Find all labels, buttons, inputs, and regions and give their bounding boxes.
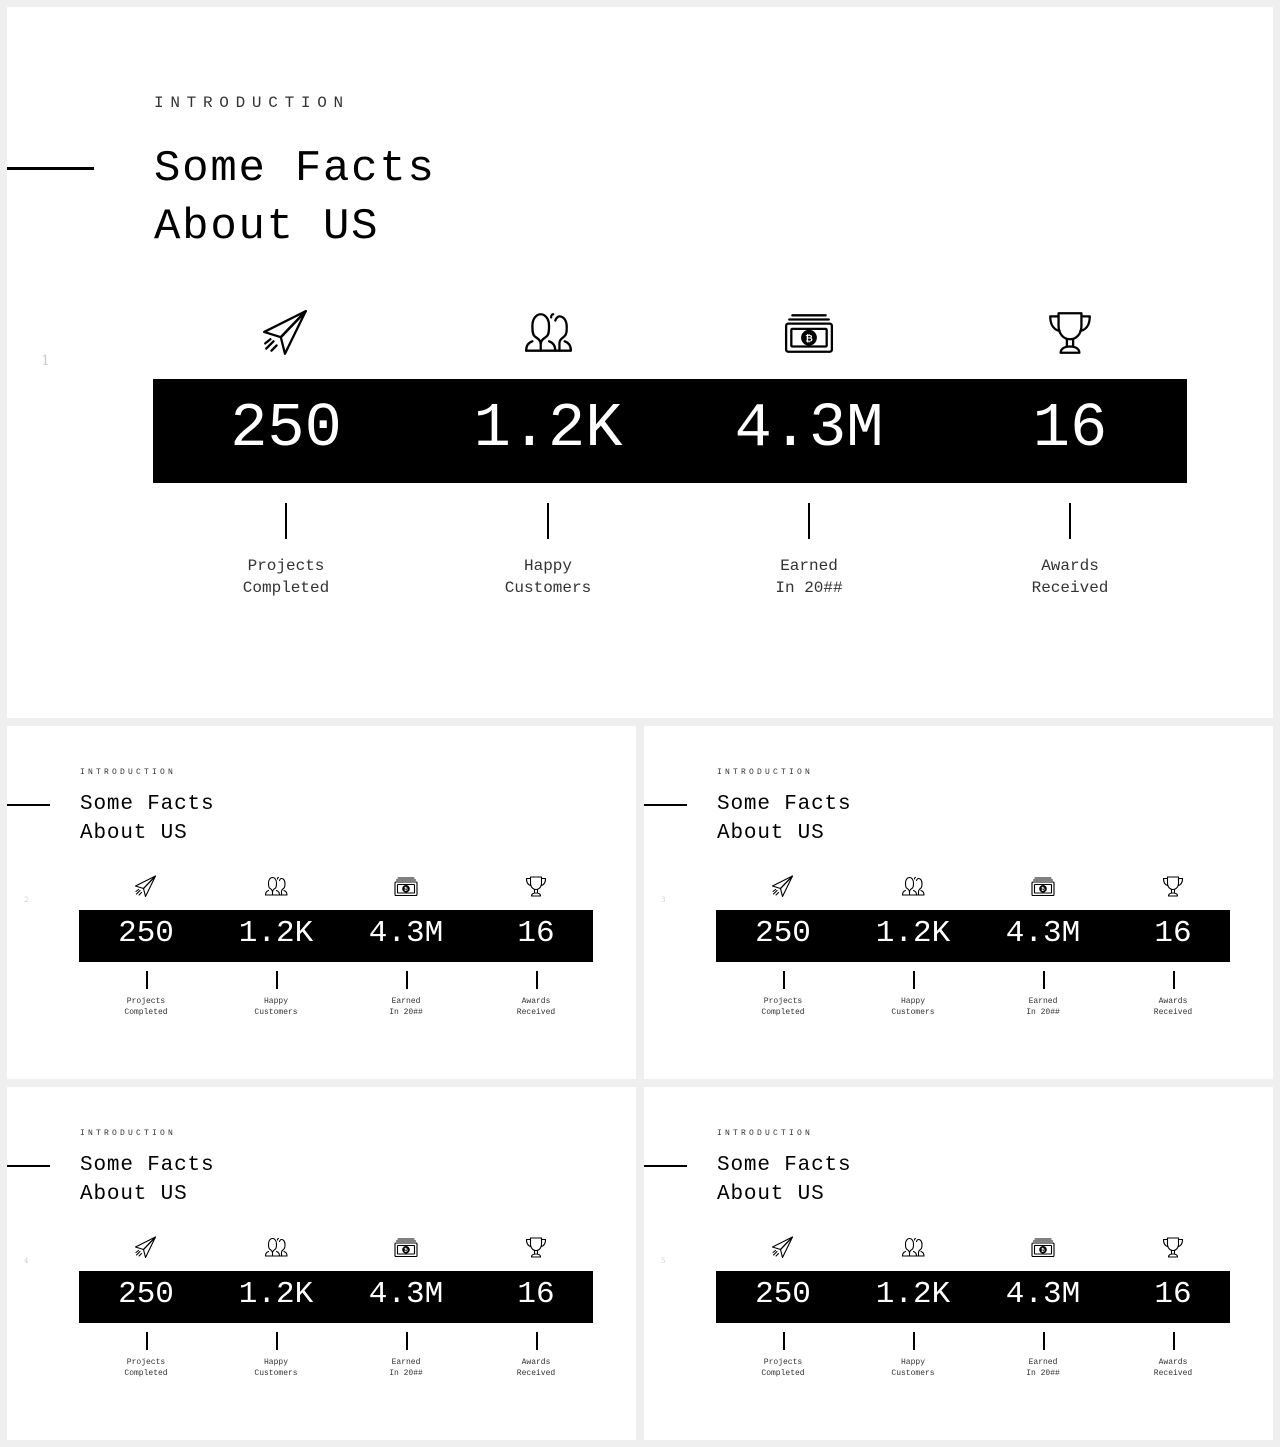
fact-tick [276, 1332, 278, 1350]
fact-value: 1.2K [238, 916, 314, 951]
slide-title [80, 1151, 214, 1209]
paper-plane-icon [134, 1235, 159, 1260]
fact-tick [276, 971, 278, 989]
fact-label: Happy Customers [254, 997, 298, 1017]
fact-awards [1108, 1235, 1238, 1385]
svg-text:₿: ₿ [404, 887, 408, 893]
fact-label: Happy Customers [254, 1358, 298, 1378]
title-line-2: About US [80, 1183, 188, 1206]
slide-thumbnail[interactable] [644, 726, 1273, 1079]
fact-label: Happy Customers [891, 997, 935, 1017]
fact-tick [536, 1332, 538, 1350]
bitcoin-banknote-icon [783, 307, 835, 359]
fact-tick [547, 503, 549, 539]
fact-tick [1069, 503, 1071, 539]
slide-title [717, 790, 851, 848]
title-rule [644, 804, 687, 806]
slide-thumbnail[interactable] [7, 726, 636, 1079]
title-line-1: Some Facts [717, 793, 852, 816]
fact-value: 16 [517, 916, 555, 951]
page-number: 5 [661, 1257, 666, 1265]
page-number: 2 [24, 896, 29, 904]
fact-label: Awards Received [1031, 557, 1109, 597]
fact-value: 250 [230, 393, 342, 464]
title-rule [7, 804, 50, 806]
fact-label: Projects Completed [124, 997, 168, 1017]
section-kicker: INTRODUCTION [80, 768, 177, 777]
title-line-1: Some Facts [717, 1154, 852, 1177]
fact-label: Awards Received [1153, 997, 1193, 1017]
fact-label: Projects Completed [761, 997, 805, 1017]
trophy-icon [1044, 307, 1096, 359]
fact-awards [1108, 874, 1238, 1024]
fact-tick [913, 1332, 915, 1350]
fact-label: Awards Received [1153, 1358, 1193, 1378]
paper-plane-icon [771, 874, 796, 899]
customers-icon [901, 1235, 926, 1260]
fact-value: 1.2K [473, 393, 623, 464]
fact-tick [1043, 971, 1045, 989]
svg-text:₿: ₿ [805, 333, 813, 345]
fact-tick [913, 971, 915, 989]
fact-value: 4.3M [1005, 916, 1081, 951]
fact-label: Projects Completed [124, 1358, 168, 1378]
bitcoin-banknote-icon [394, 1235, 419, 1260]
fact-value: 4.3M [368, 1277, 444, 1312]
title-rule [644, 1165, 687, 1167]
customers-icon [264, 874, 289, 899]
title-line-1: Some Facts [154, 144, 436, 194]
slide-thumbnail[interactable] [644, 1087, 1273, 1440]
fact-value: 16 [1154, 1277, 1192, 1312]
slide-title [154, 140, 436, 256]
fact-label: Earned In 20## [389, 1358, 423, 1378]
fact-tick [406, 971, 408, 989]
fact-value: 1.2K [238, 1277, 314, 1312]
fact-value: 250 [755, 916, 811, 951]
svg-text:₿: ₿ [1041, 1248, 1045, 1254]
section-kicker: INTRODUCTION [717, 768, 814, 777]
fact-tick [285, 503, 287, 539]
section-kicker: INTRODUCTION [717, 1129, 814, 1138]
slide-title [717, 1151, 851, 1209]
fact-awards [940, 307, 1200, 607]
title-rule [7, 167, 94, 170]
fact-tick [1043, 1332, 1045, 1350]
fact-value: 1.2K [875, 1277, 951, 1312]
fact-label: Projects Completed [242, 557, 330, 597]
trophy-icon [1161, 1235, 1186, 1260]
fact-value: 1.2K [875, 916, 951, 951]
customers-icon [264, 1235, 289, 1260]
fact-value: 4.3M [368, 916, 444, 951]
section-kicker: INTRODUCTION [154, 94, 350, 112]
fact-label: Happy Customers [891, 1358, 935, 1378]
customers-icon [901, 874, 926, 899]
fact-value: 250 [755, 1277, 811, 1312]
paper-plane-icon [771, 1235, 796, 1260]
title-line-1: Some Facts [80, 1154, 215, 1177]
svg-text:₿: ₿ [1041, 887, 1045, 893]
bitcoin-banknote-icon [394, 874, 419, 899]
fact-tick [146, 971, 148, 989]
trophy-icon [524, 874, 549, 899]
title-line-1: Some Facts [80, 793, 215, 816]
fact-value: 4.3M [1005, 1277, 1081, 1312]
fact-value: 250 [118, 1277, 174, 1312]
title-line-2: About US [80, 822, 188, 845]
title-line-2: About US [154, 202, 380, 252]
page-number: 3 [661, 896, 666, 904]
fact-tick [406, 1332, 408, 1350]
fact-value: 16 [517, 1277, 555, 1312]
title-line-2: About US [717, 1183, 825, 1206]
fact-awards [471, 1235, 601, 1385]
fact-tick [808, 503, 810, 539]
fact-tick [536, 971, 538, 989]
svg-text:₿: ₿ [404, 1248, 408, 1254]
customers-icon [522, 307, 574, 359]
fact-label: Earned In 20## [389, 997, 423, 1017]
fact-awards [471, 874, 601, 1024]
paper-plane-icon [260, 307, 312, 359]
main-slide [7, 7, 1273, 718]
page-number: 4 [24, 1257, 29, 1265]
fact-value: 16 [1032, 393, 1108, 464]
fact-tick [1173, 1332, 1175, 1350]
fact-tick [146, 1332, 148, 1350]
fact-label: Awards Received [516, 1358, 556, 1378]
bitcoin-banknote-icon [1031, 874, 1056, 899]
fact-tick [1173, 971, 1175, 989]
fact-value: 4.3M [734, 393, 884, 464]
trophy-icon [524, 1235, 549, 1260]
title-line-2: About US [717, 822, 825, 845]
trophy-icon [1161, 874, 1186, 899]
title-rule [7, 1165, 50, 1167]
fact-label: Earned In 20## [1026, 1358, 1060, 1378]
section-kicker: INTRODUCTION [80, 1129, 177, 1138]
fact-value: 250 [118, 916, 174, 951]
fact-label: Awards Received [516, 997, 556, 1017]
slide-title [80, 790, 214, 848]
fact-label: Earned In 20## [1026, 997, 1060, 1017]
paper-plane-icon [134, 874, 159, 899]
fact-label: Earned In 20## [775, 557, 843, 597]
slide-thumbnail[interactable] [7, 1087, 636, 1440]
fact-value: 16 [1154, 916, 1192, 951]
page-number: 1 [41, 353, 50, 369]
fact-label: Happy Customers [504, 557, 592, 597]
bitcoin-banknote-icon [1031, 1235, 1056, 1260]
fact-label: Projects Completed [761, 1358, 805, 1378]
fact-tick [783, 971, 785, 989]
fact-tick [783, 1332, 785, 1350]
